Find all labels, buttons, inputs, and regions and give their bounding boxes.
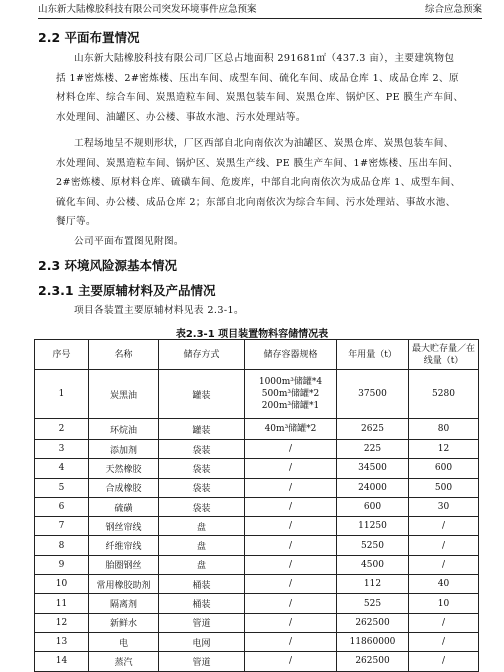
cell-storage: 电网 [159,632,245,651]
spec-line: / [288,598,293,609]
cell-spec [245,594,337,613]
cell-no: 7 [35,517,89,536]
column-header-spec: 储存容器规格 [245,340,337,370]
cell-no: 3 [35,440,89,459]
table-row [35,594,479,613]
paragraph-line: 山东新大陆橡胶科技有限公司厂区总占地面积 291681㎡（437.3 亩），主要建筑物包 [74,53,455,64]
column-header-storage: 储存方式 [159,340,245,370]
cell-storage: 袋装 [159,497,245,516]
cell-name: 隔离剂 [89,594,159,613]
paragraph-line: 硫化车间、办公楼、成品仓库 2；东部自北向南依次为综合车间、污水处理站、事故水池、 [56,196,456,208]
table-intro-paragraph [56,301,470,321]
cell-no: 5 [35,478,89,497]
cell-max: / [409,613,479,632]
cell-name: 常用橡胶助剂 [89,575,159,594]
cell-storage: 罐装 [159,419,245,440]
cell-max: 12 [409,440,479,459]
cell-spec [245,497,337,516]
cell-max: 500 [409,478,479,497]
cell-no: 6 [35,497,89,516]
cell-name: 炭黑油 [89,370,159,419]
cell-storage: 盘 [159,517,245,536]
cell-annual: 5250 [337,536,409,555]
column-header-annual: 年用量（t） [337,340,409,370]
cell-annual: 525 [337,594,409,613]
spec-line: / [288,579,293,590]
paragraph-line: 餐厅等。 [56,216,96,227]
cell-annual: 262500 [337,652,409,671]
cell-spec [245,536,337,555]
paragraph-line: 水处理间、炭黑造粒车间、锅炉区、炭黑生产线、PE 膜生产车间、1#密炼楼、压出车间、 [56,157,459,169]
table-row [35,575,479,594]
spec-line: / [288,617,293,628]
paragraph-line: 工程场地呈不规则形状，厂区西部自北向南依次为油罐区、炭黑仓库、炭黑包装车间、 [74,138,454,149]
cell-spec [245,459,337,478]
spec-line: / [288,540,293,551]
header-plan-type: 综合应急预案 [424,4,482,15]
paragraph-line: 项目各装置主要原辅材料见表 2.3-1。 [74,305,244,316]
cell-annual: 262500 [337,613,409,632]
cell-annual: 37500 [337,370,409,419]
cell-no: 14 [35,652,89,671]
cell-name: 硫磺 [89,497,159,516]
cell-name: 纤维帘线 [89,536,159,555]
cell-spec [245,632,337,651]
paragraph-line: 括 1#密炼楼、2#密炼楼、压出车间、成型车间、硫化车间、成品仓库 1、成品仓库 2、原 [56,72,460,84]
column-header-max: 最大贮存量／在线量（t） [409,340,479,370]
cell-spec [245,478,337,497]
cell-max: 30 [409,497,479,516]
table-row [35,613,479,632]
cell-name: 天然橡胶 [89,459,159,478]
cell-name: 蒸汽 [89,652,159,671]
cell-spec [245,517,337,536]
cell-storage: 罐装 [159,370,245,419]
cell-name: 环烷油 [89,419,159,440]
cell-storage: 桶装 [159,594,245,613]
layout-paragraph-3 [56,232,470,252]
cell-no: 9 [35,555,89,574]
cell-spec [245,575,337,594]
spec-line: 200m³储罐*1 [261,401,320,411]
table-caption: 表2.3-1 项目装置物料容储情况表 [175,329,329,340]
cell-spec [245,555,337,574]
cell-spec [245,419,337,440]
cell-annual: 4500 [337,555,409,574]
cell-max: 10 [409,594,479,613]
cell-max: / [409,517,479,536]
cell-storage: 桶装 [159,575,245,594]
cell-no: 10 [35,575,89,594]
cell-annual: 600 [337,497,409,516]
cell-max: / [409,652,479,671]
cell-annual: 34500 [337,459,409,478]
column-header-name: 名称 [89,340,159,370]
cell-annual: 225 [337,440,409,459]
table-row [35,459,479,478]
table-row [35,497,479,516]
cell-max: / [409,555,479,574]
layout-paragraph-1 [56,49,470,127]
cell-spec [245,370,337,419]
spec-line: 40m³储罐*2 [264,424,317,434]
cell-annual: 112 [337,575,409,594]
column-header-no: 序号 [35,340,89,370]
cell-storage: 盘 [159,536,245,555]
spec-line: 1000m³储罐*4 [258,377,323,387]
cell-no: 1 [35,370,89,419]
section-heading-2-2: 2.2 平面布置情况 [38,30,140,45]
cell-max: 80 [409,419,479,440]
cell-name: 合成橡胶 [89,478,159,497]
cell-storage: 袋装 [159,459,245,478]
paragraph-line: 水处理间、油罐区、办公楼、事故水池、污水处理站等。 [56,111,306,123]
cell-storage: 管道 [159,613,245,632]
cell-spec [245,440,337,459]
cell-spec [245,613,337,632]
spec-line: 500m³储罐*2 [261,389,320,399]
cell-no: 8 [35,536,89,555]
cell-no: 2 [35,419,89,440]
table-row [35,370,479,419]
spec-line: / [288,482,293,493]
cell-max: 5280 [409,370,479,419]
cell-max: 600 [409,459,479,478]
layout-paragraph-2 [56,134,470,232]
table-row [35,632,479,651]
cell-storage: 袋装 [159,478,245,497]
paragraph-line: 材料仓库、综合车间、炭黑造粒车间、炭黑包装车间、炭黑仓库、锅炉区、PE 膜生产车间、 [56,92,464,103]
spec-line: / [288,502,293,513]
cell-no: 13 [35,632,89,651]
paragraph-line: 公司平面布置图见附图。 [74,236,184,247]
table-row [35,478,479,497]
spec-line: / [288,463,293,474]
cell-annual: 11250 [337,517,409,536]
spec-line: / [288,521,293,532]
materials-storage-table [34,339,479,672]
table-row [35,419,479,440]
cell-spec [245,652,337,671]
cell-storage: 管道 [159,652,245,671]
cell-max: / [409,632,479,651]
spec-line: / [288,637,293,648]
table-row [35,536,479,555]
table-row [35,555,479,574]
cell-name: 钢丝帘线 [89,517,159,536]
section-heading-2-3: 2.3 环境风险源基本情况 [38,258,177,273]
subsection-heading-2-3-1: 2.3.1 主要原辅材料及产品情况 [38,283,216,298]
cell-annual: 24000 [337,478,409,497]
cell-annual: 2625 [337,419,409,440]
spec-line: / [288,444,293,455]
header-company-title: 山东新大陆橡胶科技有限公司突发环境事件应急预案 [38,4,257,15]
spec-line: / [288,559,293,570]
cell-no: 12 [35,613,89,632]
cell-max: / [409,536,479,555]
cell-name: 添加剂 [89,440,159,459]
cell-annual: 11860000 [337,632,409,651]
table-row [35,517,479,536]
cell-storage: 盘 [159,555,245,574]
spec-line: / [288,656,293,667]
paragraph-line: 2#密炼楼、原材料仓库、硫磺车间、危废库，中部自北向南依次为成品仓库 1、成型车间、 [56,177,461,188]
cell-max: 40 [409,575,479,594]
cell-no: 4 [35,459,89,478]
cell-name: 电 [89,632,159,651]
table-row [35,652,479,671]
cell-no: 11 [35,594,89,613]
cell-storage: 袋装 [159,440,245,459]
page-header [38,2,482,19]
table-header-row [35,340,479,370]
table-row [35,440,479,459]
cell-name: 胎圈钢丝 [89,555,159,574]
cell-name: 新鲜水 [89,613,159,632]
